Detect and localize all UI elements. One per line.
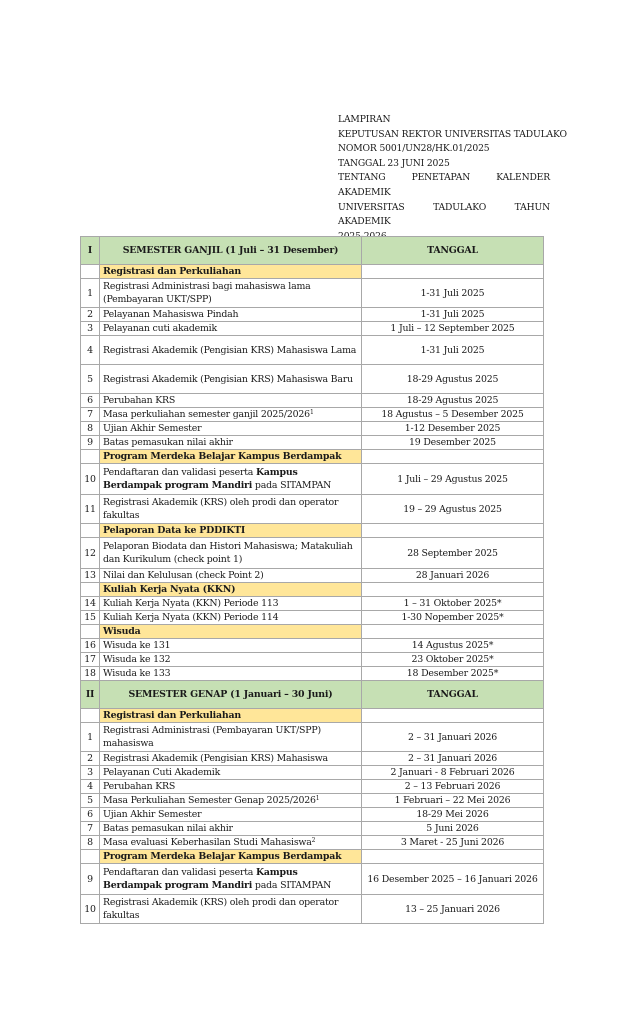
row-date: 19 Desember 2025 [362,436,544,450]
activity-text: Masa evaluasi Keberhasilan Studi Mahasiswa [103,837,312,848]
table-row [81,780,544,794]
section-row [81,450,544,464]
semester-header-row [81,237,544,265]
row-number: 5 [81,365,100,394]
table-row [81,895,544,924]
row-number: 7 [81,408,100,422]
row-number: 4 [81,780,100,794]
row-number: 16 [81,639,100,653]
row-number: 14 [81,597,100,611]
row-number: 8 [81,836,100,850]
section-label: Program Merdeka Belajar Kampus Berdampak [100,850,362,864]
table-row [81,667,544,681]
row-date: 2 Januari - 8 Februari 2026 [362,766,544,780]
row-date: 5 Juni 2026 [362,822,544,836]
row-number: 6 [81,394,100,408]
table-row [81,808,544,822]
row-number: 4 [81,336,100,365]
table-row [81,794,544,808]
row-number: 2 [81,752,100,766]
row-date: 1-30 Nopember 2025* [362,611,544,625]
activity-emphasis: Kampus Berdampak program Mandiri [103,867,298,891]
row-activity: Registrasi Akademik (KRS) oleh prodi dan operator fakultas [100,495,362,524]
semester-number: I [81,237,100,265]
row-activity: Registrasi Administrasi (Pembayaran UKT/SPP) mahasiswa [100,723,362,752]
row-activity [100,464,362,495]
row-date: 1-12 Desember 2025 [362,422,544,436]
row-date: 1 Juli – 12 September 2025 [362,322,544,336]
section-label: Pelaporan Data ke PDDIKTI [100,524,362,538]
row-activity: Pelayanan Cuti Akademik [100,766,362,780]
row-number: 3 [81,322,100,336]
row-date: 2 – 31 Januari 2026 [362,723,544,752]
row-date: 28 September 2025 [362,538,544,569]
table-row [81,279,544,308]
activity-text: pada SITAMPAN [252,480,332,491]
table-row [81,569,544,583]
table-row [81,436,544,450]
row-activity: Perubahan KRS [100,780,362,794]
academic-calendar-table [80,236,544,924]
table-row [81,597,544,611]
section-row [81,625,544,639]
row-date: 16 Desember 2025 – 16 Januari 2026 [362,864,544,895]
row-date: 18-29 Agustus 2025 [362,394,544,408]
row-number: 3 [81,766,100,780]
row-date: 2 – 13 Februari 2026 [362,780,544,794]
activity-emphasis: Kampus Berdampak program Mandiri [103,467,298,491]
row-activity: Kuliah Kerja Nyata (KKN) Periode 114 [100,611,362,625]
row-number: 17 [81,653,100,667]
semester-header-row [81,681,544,709]
date-column-header: TANGGAL [362,681,544,709]
section-row [81,583,544,597]
row-activity: Nilai dan Kelulusan (check Point 2) [100,569,362,583]
row-activity: Ujian Akhir Semester [100,422,362,436]
table-row [81,464,544,495]
row-activity: Registrasi Administrasi bagi mahasiswa lama (Pembayaran UKT/SPP) [100,279,362,308]
footnote-marker: 1 [315,795,320,802]
row-number: 10 [81,895,100,924]
section-row [81,850,544,864]
row-number: 6 [81,808,100,822]
section-label: Kuliah Kerja Nyata (KKN) [100,583,362,597]
footnote-marker: 2 [311,837,316,844]
row-date: 23 Oktober 2025* [362,653,544,667]
row-number: 1 [81,723,100,752]
table-row [81,639,544,653]
row-date: 3 Maret - 25 Juni 2026 [362,836,544,850]
table-row [81,822,544,836]
row-date: 1 Juli – 29 Agustus 2025 [362,464,544,495]
row-date: 13 – 25 Januari 2026 [362,895,544,924]
row-date: 14 Agustus 2025* [362,639,544,653]
row-date: 1 Februari – 22 Mei 2026 [362,794,544,808]
section-row [81,524,544,538]
section-row [81,709,544,723]
row-activity: Perubahan KRS [100,394,362,408]
row-date: 1-31 Juli 2025 [362,279,544,308]
decree-header [338,113,567,244]
row-activity: Pelayanan cuti akademik [100,322,362,336]
row-activity: Registrasi Akademik (Pengisian KRS) Mahasiswa [100,752,362,766]
section-label: Wisuda [100,625,362,639]
row-number: 12 [81,538,100,569]
row-activity: Wisuda ke 132 [100,653,362,667]
table-row [81,653,544,667]
row-activity: Pelaporan Biodata dan Histori Mahasiswa; Matakuliah dan Kurikulum (check point 1) [100,538,362,569]
semester-number: II [81,681,100,709]
activity-text: Masa perkuliahan semester ganjil 2025/2026 [103,409,310,420]
row-date: 19 – 29 Agustus 2025 [362,495,544,524]
row-number: 9 [81,864,100,895]
table-row [81,723,544,752]
table-row [81,836,544,850]
table-row [81,752,544,766]
row-number: 10 [81,464,100,495]
row-activity: Registrasi Akademik (KRS) oleh prodi dan operator fakultas [100,895,362,924]
activity-text: Masa Perkuliahan Semester Genap 2025/2026 [103,795,316,806]
semester-title: SEMESTER GENAP (1 Januari – 30 Juni) [100,681,362,709]
section-label: Registrasi dan Perkuliahan [100,709,362,723]
row-number: 11 [81,495,100,524]
row-number: 2 [81,308,100,322]
semester-title: SEMESTER GANJIL (1 Juli – 31 Desember) [100,237,362,265]
row-number: 9 [81,436,100,450]
row-date: 18 Agustus – 5 Desember 2025 [362,408,544,422]
row-number: 15 [81,611,100,625]
header-line-decree: KEPUTUSAN REKTOR UNIVERSITAS TADULAKO [338,128,567,140]
table-row [81,394,544,408]
header-line-subject-1: TENTANG PENETAPAN KALENDER AKADEMIK [338,172,550,198]
header-line-date: TANGGAL 23 JUNI 2025 [338,157,450,169]
table-row [81,495,544,524]
table-row [81,308,544,322]
table-row [81,766,544,780]
row-activity: Wisuda ke 131 [100,639,362,653]
date-column-header: TANGGAL [362,237,544,265]
row-activity [100,794,362,808]
row-activity: Pelayanan Mahasiswa Pindah [100,308,362,322]
table-row [81,538,544,569]
row-date: 1-31 Juli 2025 [362,336,544,365]
section-label: Program Merdeka Belajar Kampus Berdampak [100,450,362,464]
row-activity [100,836,362,850]
row-number: 18 [81,667,100,681]
row-date: 28 Januari 2026 [362,569,544,583]
row-date: 1-31 Juli 2025 [362,308,544,322]
row-date: 1 – 31 Oktober 2025* [362,597,544,611]
row-number: 8 [81,422,100,436]
row-activity [100,408,362,422]
row-activity: Wisuda ke 133 [100,667,362,681]
section-label: Registrasi dan Perkuliahan [100,265,362,279]
table-row [81,336,544,365]
activity-text: Pendaftaran dan validasi peserta [103,867,256,878]
row-date: 18-29 Agustus 2025 [362,365,544,394]
row-number: 1 [81,279,100,308]
row-activity: Ujian Akhir Semester [100,808,362,822]
table-row [81,422,544,436]
row-activity: Kuliah Kerja Nyata (KKN) Periode 113 [100,597,362,611]
row-activity: Batas pemasukan nilai akhir [100,436,362,450]
table-row [81,864,544,895]
row-number: 13 [81,569,100,583]
table-row [81,408,544,422]
header-line-lampiran: LAMPIRAN [338,114,391,125]
header-line-number: NOMOR 5001/UN28/HK.01/2025 [338,143,490,155]
activity-text: pada SITAMPAN [252,880,332,891]
table-row [81,365,544,394]
header-line-subject-2: UNIVERSITAS TADULAKO TAHUN AKADEMIK [338,201,550,228]
row-date: 18 Desember 2025* [362,667,544,681]
row-activity: Registrasi Akademik (Pengisian KRS) Mahasiswa Lama [100,336,362,365]
row-activity: Batas pemasukan nilai akhir [100,822,362,836]
row-date: 18-29 Mei 2026 [362,808,544,822]
row-activity: Registrasi Akademik (Pengisian KRS) Mahasiswa Baru [100,365,362,394]
row-activity [100,864,362,895]
row-number: 5 [81,794,100,808]
table-row [81,611,544,625]
table-row [81,322,544,336]
row-date: 2 – 31 Januari 2026 [362,752,544,766]
section-row [81,265,544,279]
footnote-marker: 1 [309,409,314,416]
row-number: 7 [81,822,100,836]
activity-text: Pendaftaran dan validasi peserta [103,467,256,478]
